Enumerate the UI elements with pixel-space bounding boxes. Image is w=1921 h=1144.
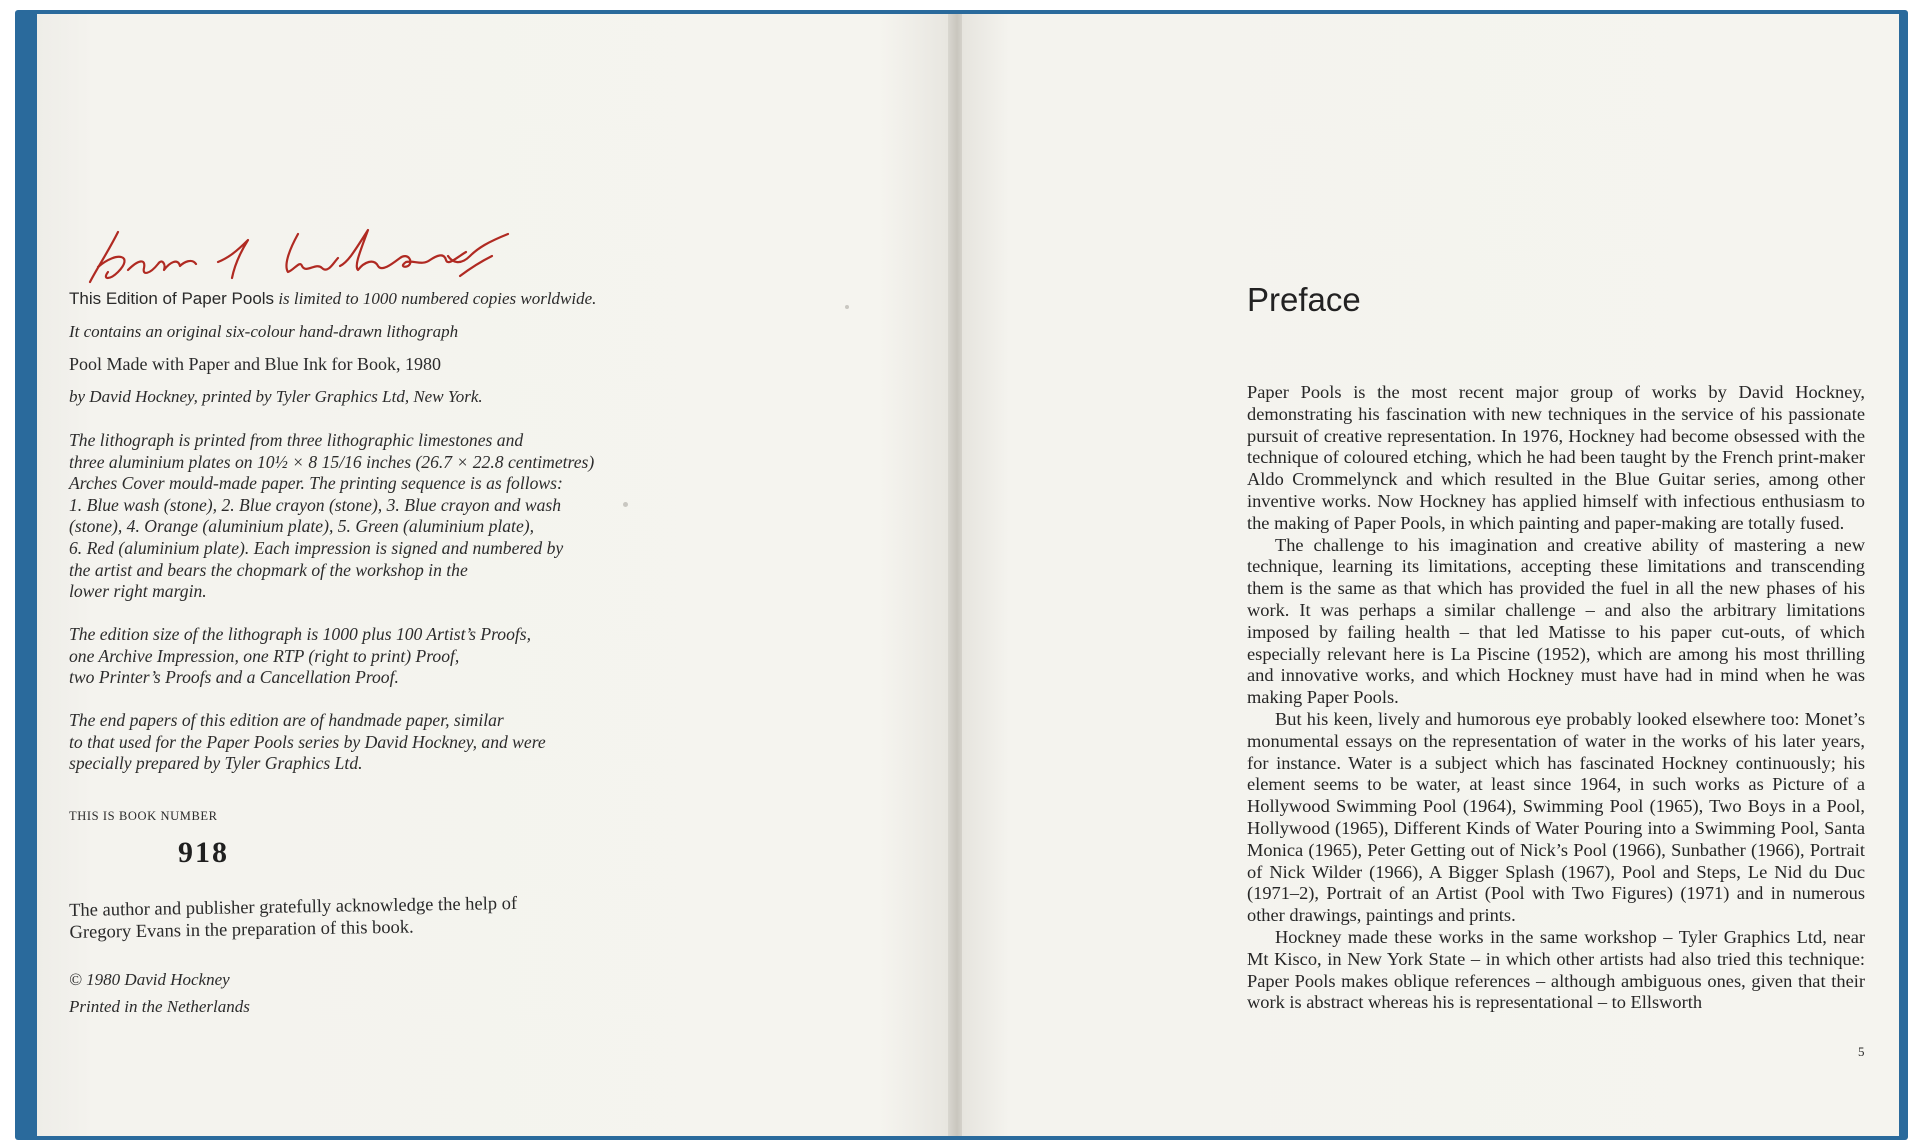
lithograph-title: Pool Made with Paper and Blue Ink for Book, 1980 (69, 354, 441, 374)
preface-paragraph: Paper Pools is the most recent major group of works by David Hockney, demonstrating his fascination with new techniques in the service of his passionate pursuit of creative representation. In 1976, Hockney had become obsessed with the technique of coloured etching, which he had been taught by the French print-maker Aldo Crommelynck and which resulted in the Blue Guitar series, among other inventive works. Now Hockney has applied himself with infectious enthusiasm to the making of Paper Pools, in which painting and paper-making are totally fused. (1247, 382, 1865, 533)
edition-statement (69, 289, 596, 309)
acknowledgement: The author and publisher gratefully acknowledge the help of Gregory Evans in the preparation of this book. (69, 893, 518, 943)
endpapers-paragraph: The end papers of this edition are of handmade paper, similar to that used for the Paper Pools series by David Hockney, and were specially prepared by Tyler Graphics Ltd. (69, 710, 546, 774)
paper-speck (845, 305, 849, 309)
copyright: © 1980 David Hockney (69, 970, 230, 989)
printed-in: Printed in the Netherlands (69, 997, 250, 1016)
contains-line: It contains an original six-colour hand-drawn lithograph (69, 322, 459, 341)
artist-signature (88, 222, 518, 292)
preface-paragraph: The challenge to his imagination and creative ability of mastering a new technique, learning its limitations, accepting these limitations and transcending them is the same as that which has provided the fuel in all the new phases of his work. It was perhaps a similar challenge – and also the arbitrary limitations imposed by failing health – that led Matisse to his paper cut-outs, of which especially relevant here is La Piscine (1952), which are among his most thrilling and innovative works, and which Hockney must have had in mind when he was making Paper Pools. (1247, 534, 1865, 708)
paper-speck (623, 502, 628, 507)
page-title: Preface (1247, 281, 1361, 318)
edition-line-a: This Edition of Paper Pools (69, 289, 275, 308)
book-number: 918 (178, 836, 229, 869)
page-number: 5 (1858, 1044, 1865, 1059)
preface-paragraph: Hockney made these works in the same workshop – Tyler Graphics Ltd, near Mt Kisco, in New York State – in which other artists had also tried this technique: Paper Pools makes oblique references – although ambiguous ones, given that their work is abstract whereas his is representational – to Ellsworth (1247, 926, 1865, 1013)
book-number-label: THIS IS BOOK NUMBER (69, 809, 218, 823)
lithograph-paragraph: The lithograph is printed from three lithographic limestones and three aluminium plates on 10½ × 8 15/16 inches (26.7 × 22.8 centimetres) Arches Cover mould-made paper. The printing sequence is as follows: 1. Blue wash (stone), 2. Blue crayon (stone), 3. Blue crayon and wash (stone), 4. Orange (aluminium plate), 5. Green (aluminium plate), 6. Red (aluminium plate). Each impression is signed and numbered by the artist and bears the chopmark of the workshop in the lower right margin. (69, 430, 595, 602)
edition-size-paragraph: The edition size of the lithograph is 1000 plus 100 Artist’s Proofs, one Archive Impression, one RTP (right to print) Proof, two Printer’s Proofs and a Cancellation Proof. (69, 624, 532, 688)
preface-paragraph: But his keen, lively and humorous eye probably looked elsewhere too: Monet’s monumental essays on the representation of water in the works of his later years, for instance. Water is a subject which has fascinated Hockney continuously; his element seems to be water, at least since 1964, in such works as Picture of a Hollywood Swimming Pool (1964), Swimming Pool (1965), Two Boys in a Pool, Hollywood (1965), Different Kinds of Water Pouring into a Swimming Pool, Santa Monica (1965), Peter Getting out of Nick’s Pool (1966), Sunbather (1966), Portrait of Nick Wilder (1966), A Bigger Splash (1967), Pool and Steps, Le Nid du Duc (1971–2), Portrait of an Artist (Pool with Two Figures) (1971) and in numerous other drawings, paintings and prints. (1247, 708, 1865, 926)
edition-line-b: is limited to 1000 numbered copies worldwide. (274, 289, 597, 308)
preface-body (1247, 382, 1865, 1014)
printed-by-line: by David Hockney, printed by Tyler Graphics Ltd, New York. (69, 387, 483, 406)
